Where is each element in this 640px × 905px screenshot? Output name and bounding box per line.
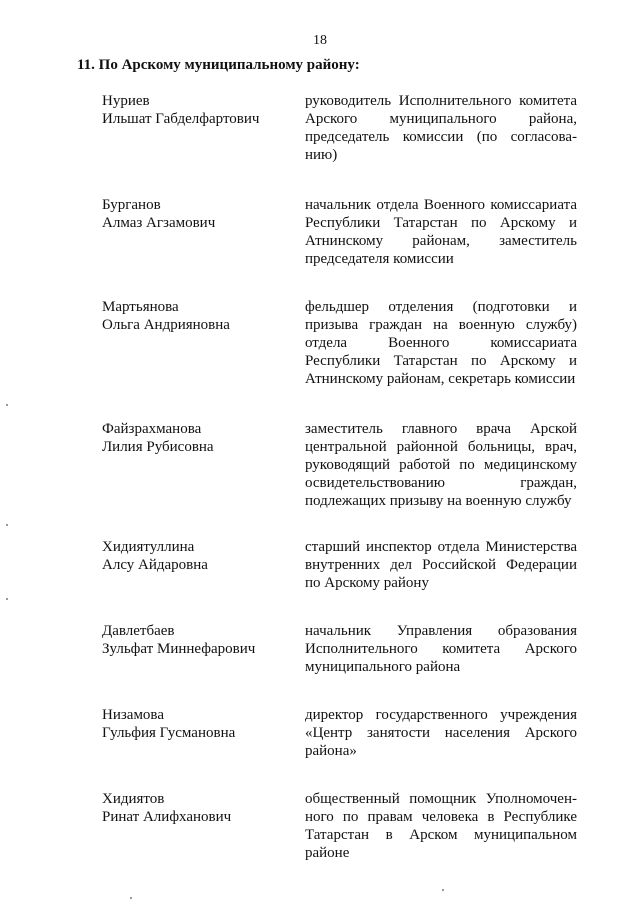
scan-speck bbox=[6, 598, 8, 600]
member-surname: Файзрахманова bbox=[102, 421, 202, 437]
scan-speck bbox=[6, 404, 8, 406]
member-given-name: Гульфия Гусмановна bbox=[102, 725, 236, 741]
member-name bbox=[102, 706, 305, 760]
member-entry bbox=[102, 420, 577, 510]
member-name bbox=[102, 538, 305, 592]
member-name bbox=[102, 92, 305, 164]
member-role: начальник Управления образования Исполнительного комитета Арского муниципального района bbox=[305, 623, 577, 675]
member-name bbox=[102, 298, 305, 388]
member-name bbox=[102, 790, 305, 862]
member-role: общественный помощник Уполномочен-ного по правам человека в Республике Татарстан в Арском муниципальном районе bbox=[305, 791, 577, 861]
member-surname: Бурганов bbox=[102, 197, 161, 213]
member-name bbox=[102, 420, 305, 510]
member-given-name: Лилия Рубисовна bbox=[102, 439, 214, 455]
member-surname: Хидиятов bbox=[102, 791, 165, 807]
member-surname: Низамова bbox=[102, 707, 164, 723]
member-entry bbox=[102, 298, 577, 388]
member-name bbox=[102, 196, 305, 268]
member-entry bbox=[102, 538, 577, 592]
member-surname: Нуриев bbox=[102, 93, 150, 109]
member-surname: Хидиятуллина bbox=[102, 539, 195, 555]
page-number: 18 bbox=[313, 33, 327, 48]
scan-speck bbox=[6, 524, 8, 526]
member-role: фельдшер отделения (подготовки и призыва граждан на военную службу) отдела Военного комиссариата Республики Татарстан по Арскому и Атнинскому районам, секретарь комиссии bbox=[305, 299, 577, 387]
member-name bbox=[102, 622, 305, 676]
member-role: заместитель главного врача Арской центральной районной больницы, врач, руководящий работой по медицинскому освидетельствованию граждан, подлежащих призыву на военную службу bbox=[305, 421, 577, 509]
scan-speck bbox=[442, 889, 444, 891]
member-given-name: Ольга Андрияновна bbox=[102, 317, 230, 333]
member-given-name: Ильшат Габделфартович bbox=[102, 111, 260, 127]
scan-speck bbox=[130, 897, 132, 899]
member-entry bbox=[102, 622, 577, 676]
member-role: руководитель Исполнительного комитета Арского муниципального района, председатель комиссии (по согласова-нию) bbox=[305, 93, 577, 163]
section-title: 11. По Арскому муниципальному району: bbox=[77, 57, 360, 73]
member-given-name: Зульфат Миннефарович bbox=[102, 641, 256, 657]
member-entry bbox=[102, 706, 577, 760]
member-role: начальник отдела Военного комиссариата Республики Татарстан по Арскому и Атнинскому районам, заместитель председателя комиссии bbox=[305, 197, 577, 267]
member-given-name: Алсу Айдаровна bbox=[102, 557, 208, 573]
member-role: директор государственного учреждения «Центр занятости населения Арского района» bbox=[305, 707, 577, 759]
member-entry bbox=[102, 790, 577, 862]
member-given-name: Ринат Алифханович bbox=[102, 809, 232, 825]
member-surname: Мартьянова bbox=[102, 299, 179, 315]
member-list bbox=[102, 92, 577, 862]
member-given-name: Алмаз Агзамович bbox=[102, 215, 216, 231]
member-role: старший инспектор отдела Министерства внутренних дел Российской Федерации по Арскому району bbox=[305, 539, 577, 591]
member-entry bbox=[102, 92, 577, 164]
member-surname: Давлетбаев bbox=[102, 623, 175, 639]
member-entry bbox=[102, 196, 577, 268]
